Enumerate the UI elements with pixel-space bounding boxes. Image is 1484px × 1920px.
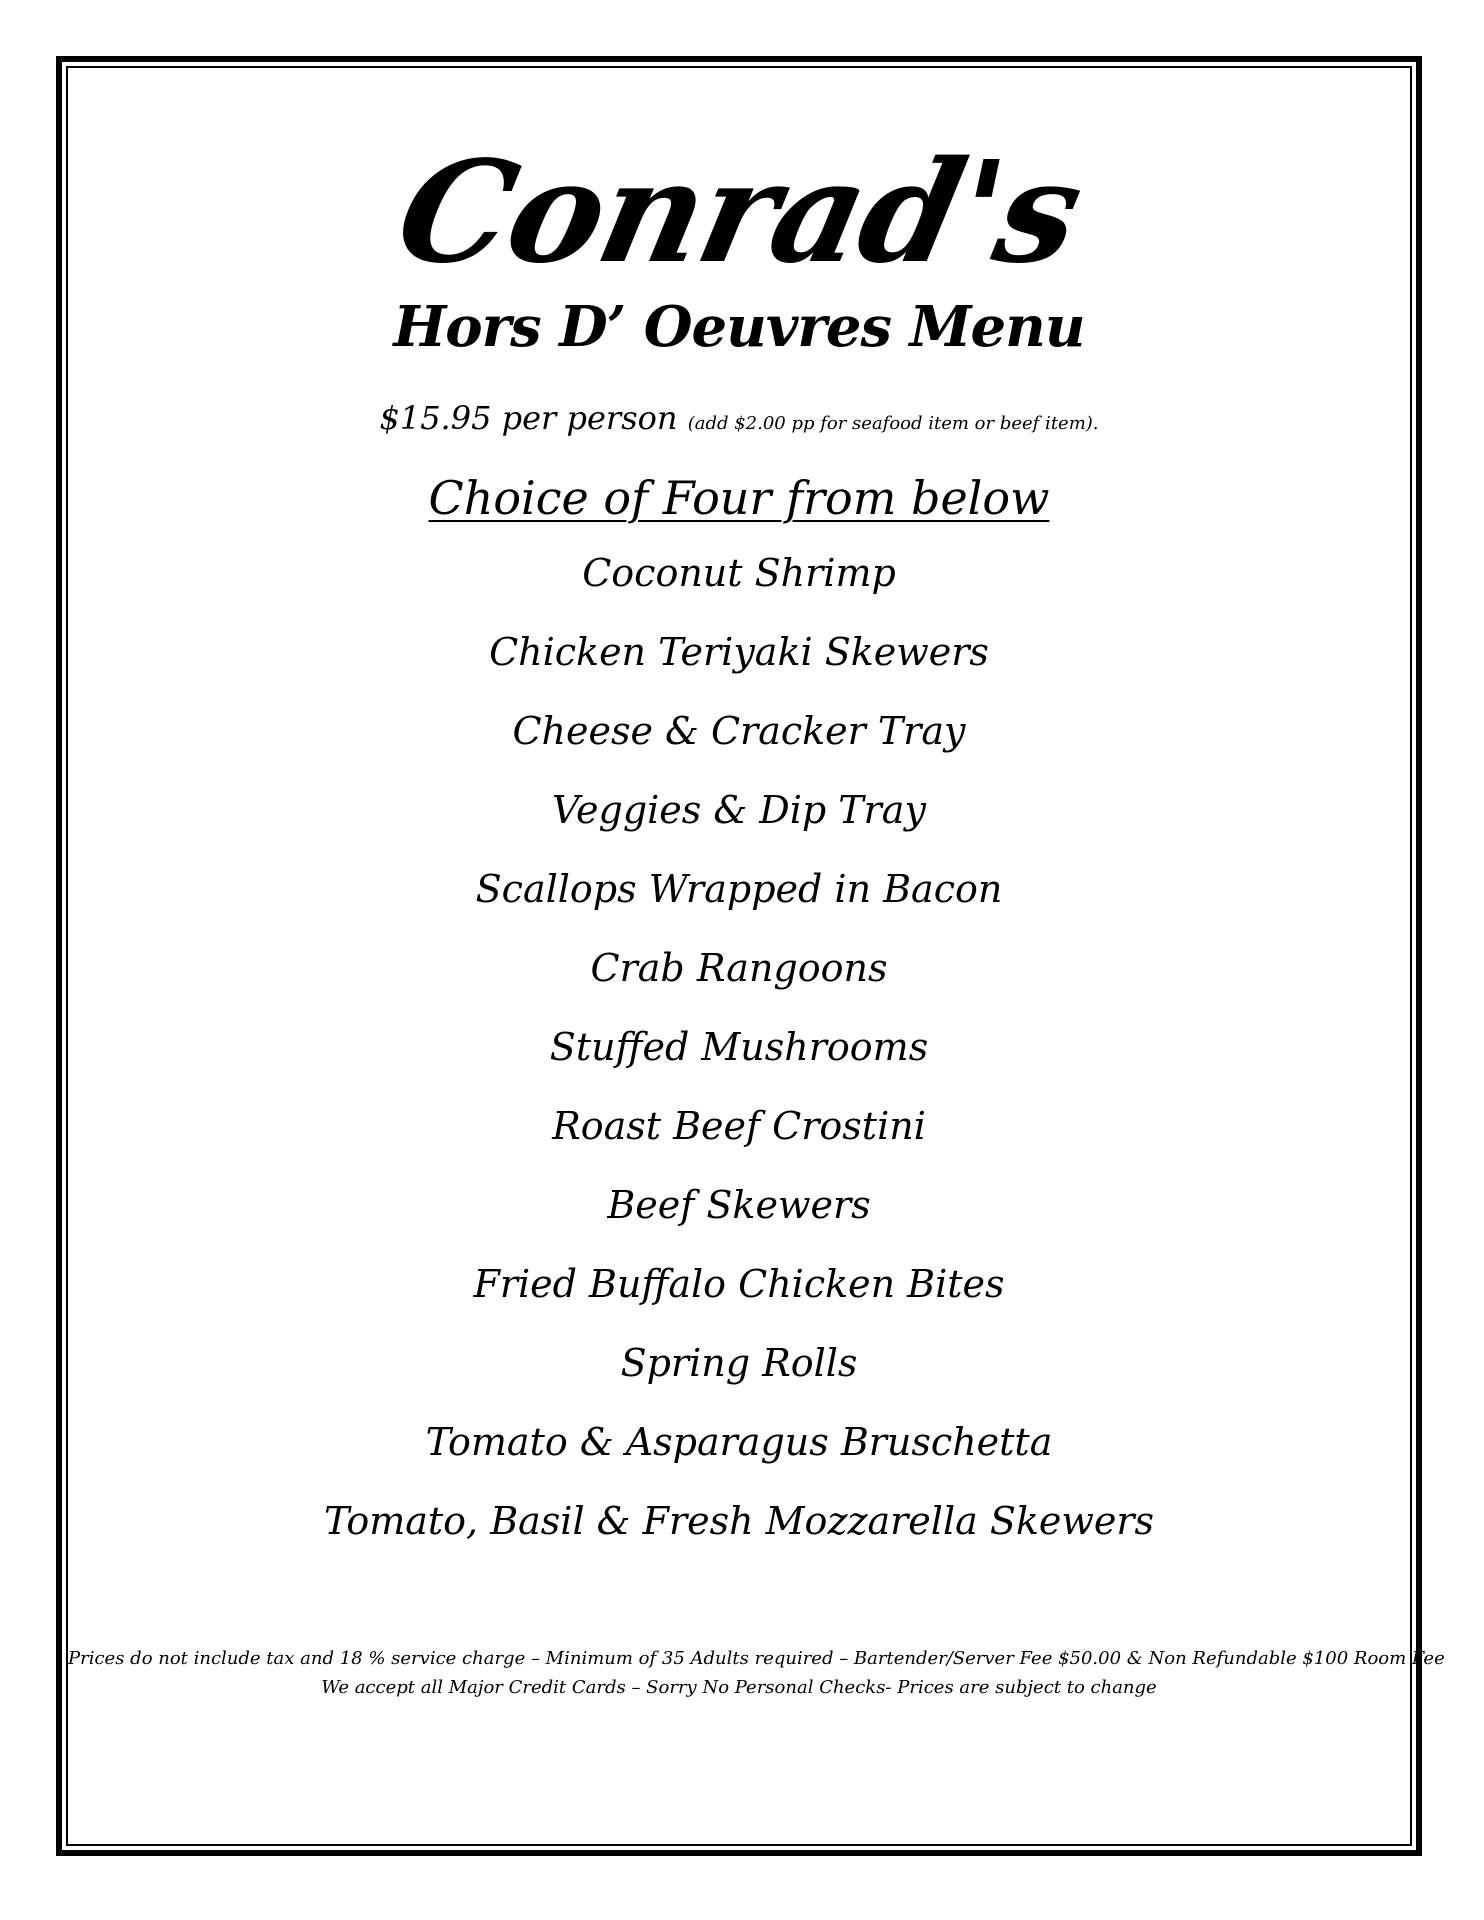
menu-item: Fried Buffalo Chicken Bites bbox=[473, 1262, 1005, 1306]
menu-item: Tomato, Basil & Fresh Mozzarella Skewers bbox=[323, 1499, 1155, 1543]
menu-page bbox=[68, 68, 1445, 1844]
price-main: $15.95 per person bbox=[379, 399, 678, 437]
menu-item: Veggies & Dip Tray bbox=[552, 788, 926, 832]
restaurant-logo: Conrad's bbox=[384, 131, 1094, 295]
footer-notes bbox=[68, 1644, 1445, 1702]
price-note: (add $2.00 pp for seafood item or beef item). bbox=[687, 413, 1099, 434]
menu-item: Crab Rangoons bbox=[590, 946, 888, 990]
menu-item: Scallops Wrapped in Bacon bbox=[475, 867, 1003, 911]
price-line bbox=[68, 398, 1410, 444]
section-heading: Choice of Four from below bbox=[428, 471, 1050, 525]
menu-title: Hors D’ Oeuvres Menu bbox=[393, 294, 1085, 360]
menu-item: Cheese & Cracker Tray bbox=[512, 709, 966, 753]
menu-item: Spring Rolls bbox=[620, 1341, 858, 1385]
menu-item: Coconut Shrimp bbox=[582, 551, 896, 595]
footer-line-2: We accept all Major Credit Cards – Sorry No Personal Checks- Prices are subject to change bbox=[321, 1677, 1157, 1698]
menu-item-list bbox=[68, 534, 1410, 1561]
menu-item: Roast Beef Crostini bbox=[552, 1104, 926, 1148]
menu-item: Chicken Teriyaki Skewers bbox=[489, 630, 989, 674]
footer-line-1: Prices do not include tax and 18 % service charge – Minimum of 35 Adults required – Bartender/Server Fee $50.00 & Non Refundable $100 Room Fee bbox=[68, 1648, 1445, 1669]
menu-item: Beef Skewers bbox=[607, 1183, 871, 1227]
menu-item: Tomato & Asparagus Bruschetta bbox=[425, 1420, 1053, 1464]
menu-item: Stuffed Mushrooms bbox=[549, 1025, 929, 1069]
